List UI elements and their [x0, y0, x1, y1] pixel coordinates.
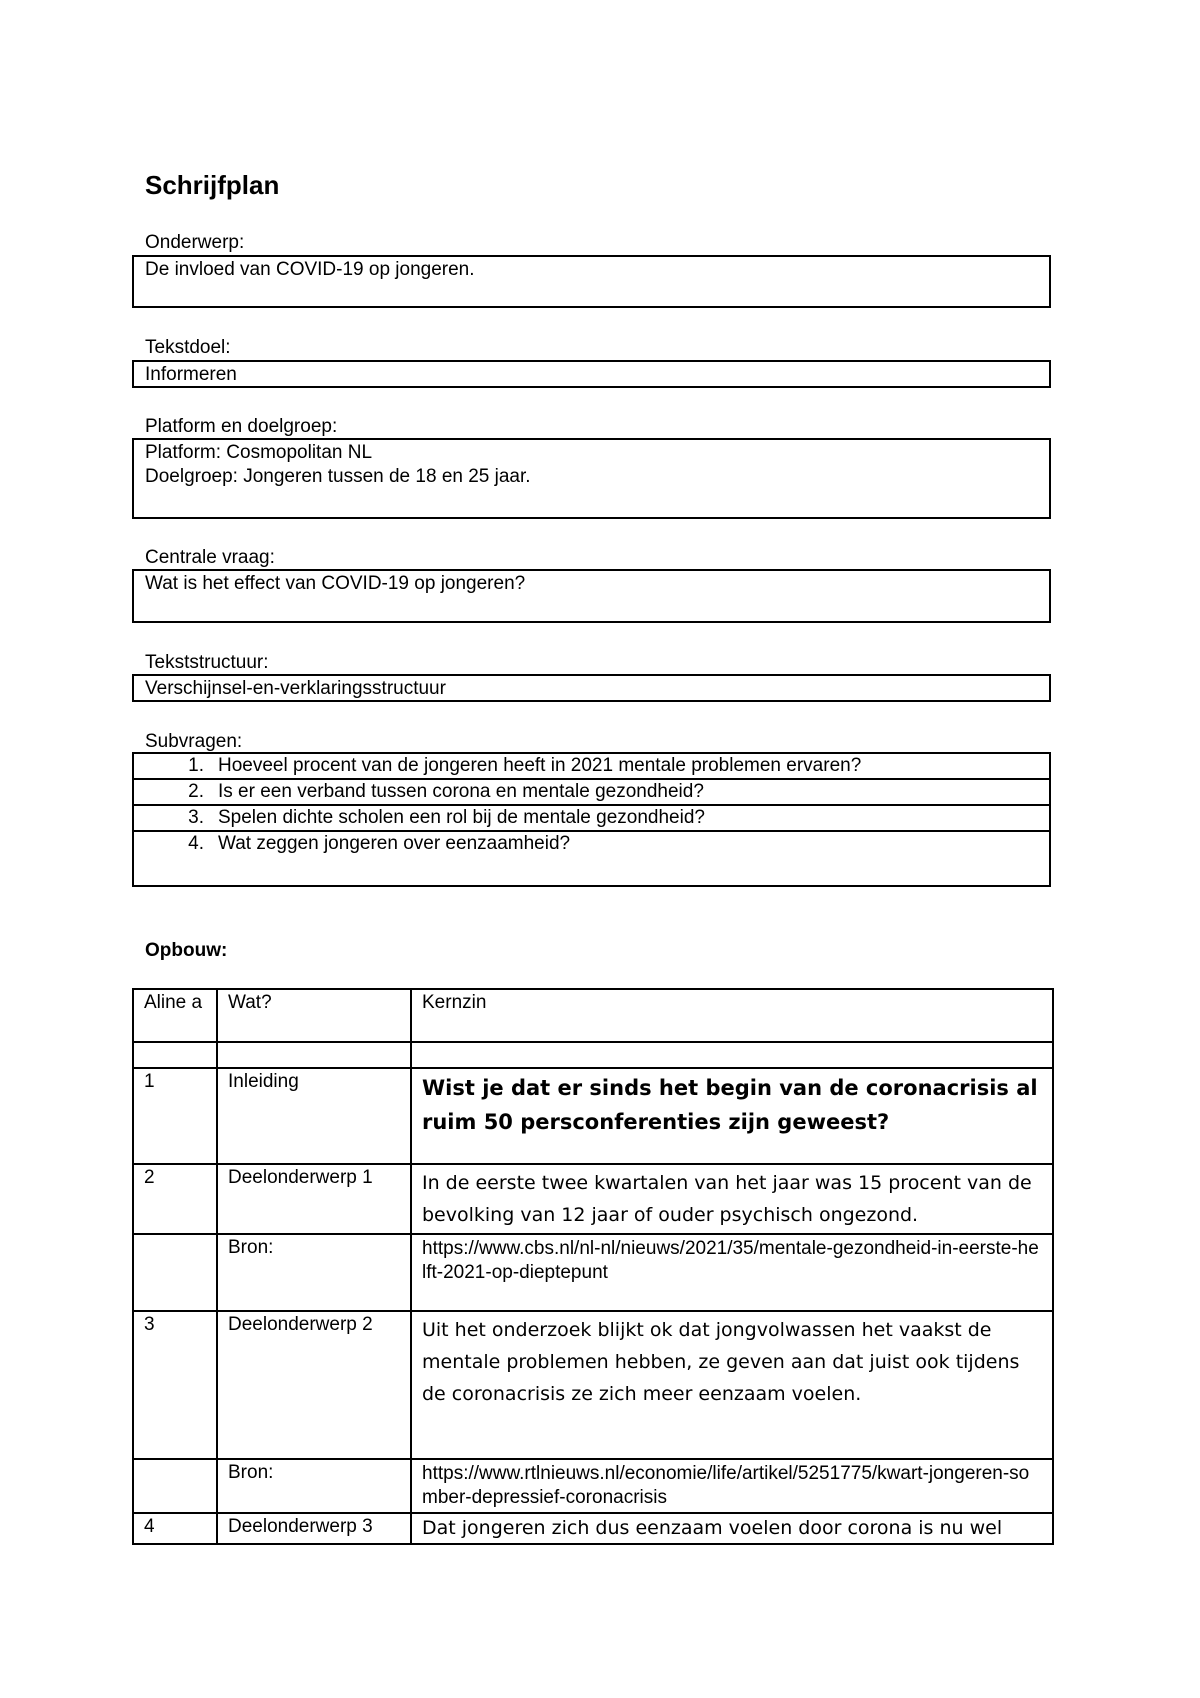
list-item-number: 3. [188, 807, 204, 828]
bron-link[interactable]: https://www.cbs.nl/nl-nl/nieuws/2021/35/mentale-gezondheid-in-eerste-helft-2021-op-dieptepunt [422, 1238, 1039, 1283]
cell-wat: Deelonderwerp 3 [217, 1513, 411, 1544]
cell-kernzin [411, 1311, 1053, 1459]
list-item-number: 4. [188, 833, 204, 854]
platform-label: Platform en doelgroep: [145, 416, 338, 437]
kernzin-text: Wist je dat er sinds het begin van de coronacrisis al ruim 50 persconferenties zijn geweest? [422, 1076, 1038, 1134]
doelgroep-line: Doelgroep: Jongeren tussen de 18 en 25 jaar. [145, 466, 531, 487]
header-wat-text: Wat? [228, 992, 272, 1013]
tekstdoel-label: Tekstdoel: [145, 337, 231, 358]
kernzin-text: Dat jongeren zich dus eenzaam voelen door corona is nu wel [422, 1517, 1003, 1539]
onderwerp-label: Onderwerp: [145, 232, 245, 253]
cell-alinea: 4 [133, 1513, 217, 1544]
onderwerp-box [132, 255, 1051, 308]
list-item [134, 754, 1049, 780]
cell-wat: Deelonderwerp 1 [217, 1164, 411, 1234]
list-item-number: 1. [188, 755, 204, 776]
centrale-vraag-box [132, 569, 1051, 623]
opbouw-table [132, 988, 1054, 1545]
cell-wat: Bron: [217, 1459, 411, 1513]
list-item-text: Wat zeggen jongeren over eenzaamheid? [218, 833, 571, 854]
kernzin-text: Uit het onderzoek blijkt ok dat jongvolwassen het vaakst de mentale problemen hebben, ze geven aan dat juist ook tijdens de coronacrisis ze zich meer eenzaam voelen. [422, 1319, 1020, 1405]
onderwerp-value: De invloed van COVID-19 op jongeren. [145, 259, 475, 280]
header-alinea-text: Aline a [144, 992, 203, 1013]
tekststructuur-box [132, 674, 1051, 702]
table-row [133, 1234, 1053, 1311]
list-item-number: 2. [188, 781, 204, 802]
bron-link[interactable]: https://www.rtlnieuws.nl/economie/life/artikel/5251775/kwart-jongeren-somber-depressief-coronacrisis [422, 1463, 1030, 1508]
subvragen-box [132, 752, 1051, 887]
opbouw-heading: Opbouw: [145, 940, 228, 961]
tekstdoel-value: Informeren [145, 364, 237, 385]
page-title: Schrijfplan [145, 170, 280, 200]
platform-box [132, 438, 1051, 519]
cell-alinea [133, 1234, 217, 1311]
table-row [133, 1164, 1053, 1234]
table-cell [411, 1042, 1053, 1068]
tekststructuur-label: Tekststructuur: [145, 652, 269, 673]
table-row-empty [133, 1042, 1053, 1068]
centrale-vraag-value: Wat is het effect van COVID-19 op jongeren? [145, 573, 526, 594]
header-wat [217, 989, 411, 1042]
header-alinea [133, 989, 217, 1042]
table-row [133, 1068, 1053, 1164]
cell-kernzin [411, 1234, 1053, 1311]
table-cell [217, 1042, 411, 1068]
header-kernzin-text: Kernzin [422, 992, 487, 1013]
cell-wat: Bron: [217, 1234, 411, 1311]
list-item-text: Spelen dichte scholen een rol bij de mentale gezondheid? [218, 807, 705, 828]
cell-wat: Inleiding [217, 1068, 411, 1164]
cell-kernzin [411, 1068, 1053, 1164]
cell-alinea: 3 [133, 1311, 217, 1459]
cell-alinea: 2 [133, 1164, 217, 1234]
cell-kernzin [411, 1513, 1053, 1544]
table-cell [133, 1042, 217, 1068]
header-kernzin [411, 989, 1053, 1042]
cell-kernzin [411, 1459, 1053, 1513]
platform-line: Platform: Cosmopolitan NL [145, 442, 373, 463]
list-item-text: Hoeveel procent van de jongeren heeft in 2021 mentale problemen ervaren? [218, 755, 862, 776]
list-item [134, 780, 1049, 806]
cell-wat: Deelonderwerp 2 [217, 1311, 411, 1459]
cell-kernzin [411, 1164, 1053, 1234]
cell-alinea: 1 [133, 1068, 217, 1164]
centrale-vraag-label: Centrale vraag: [145, 547, 275, 568]
subvragen-label: Subvragen: [145, 731, 243, 752]
table-row [133, 1513, 1053, 1544]
kernzin-text: In de eerste twee kwartalen van het jaar was 15 procent van de bevolking van 12 jaar of ouder psychisch ongezond. [422, 1172, 1032, 1226]
tekstdoel-box [132, 360, 1051, 388]
list-item-text: Is er een verband tussen corona en mentale gezondheid? [218, 781, 704, 802]
table-header-row [133, 989, 1053, 1042]
tekststructuur-value: Verschijnsel-en-verklaringsstructuur [145, 678, 446, 699]
cell-alinea [133, 1459, 217, 1513]
table-row [133, 1311, 1053, 1459]
list-item [134, 806, 1049, 832]
table-row [133, 1459, 1053, 1513]
